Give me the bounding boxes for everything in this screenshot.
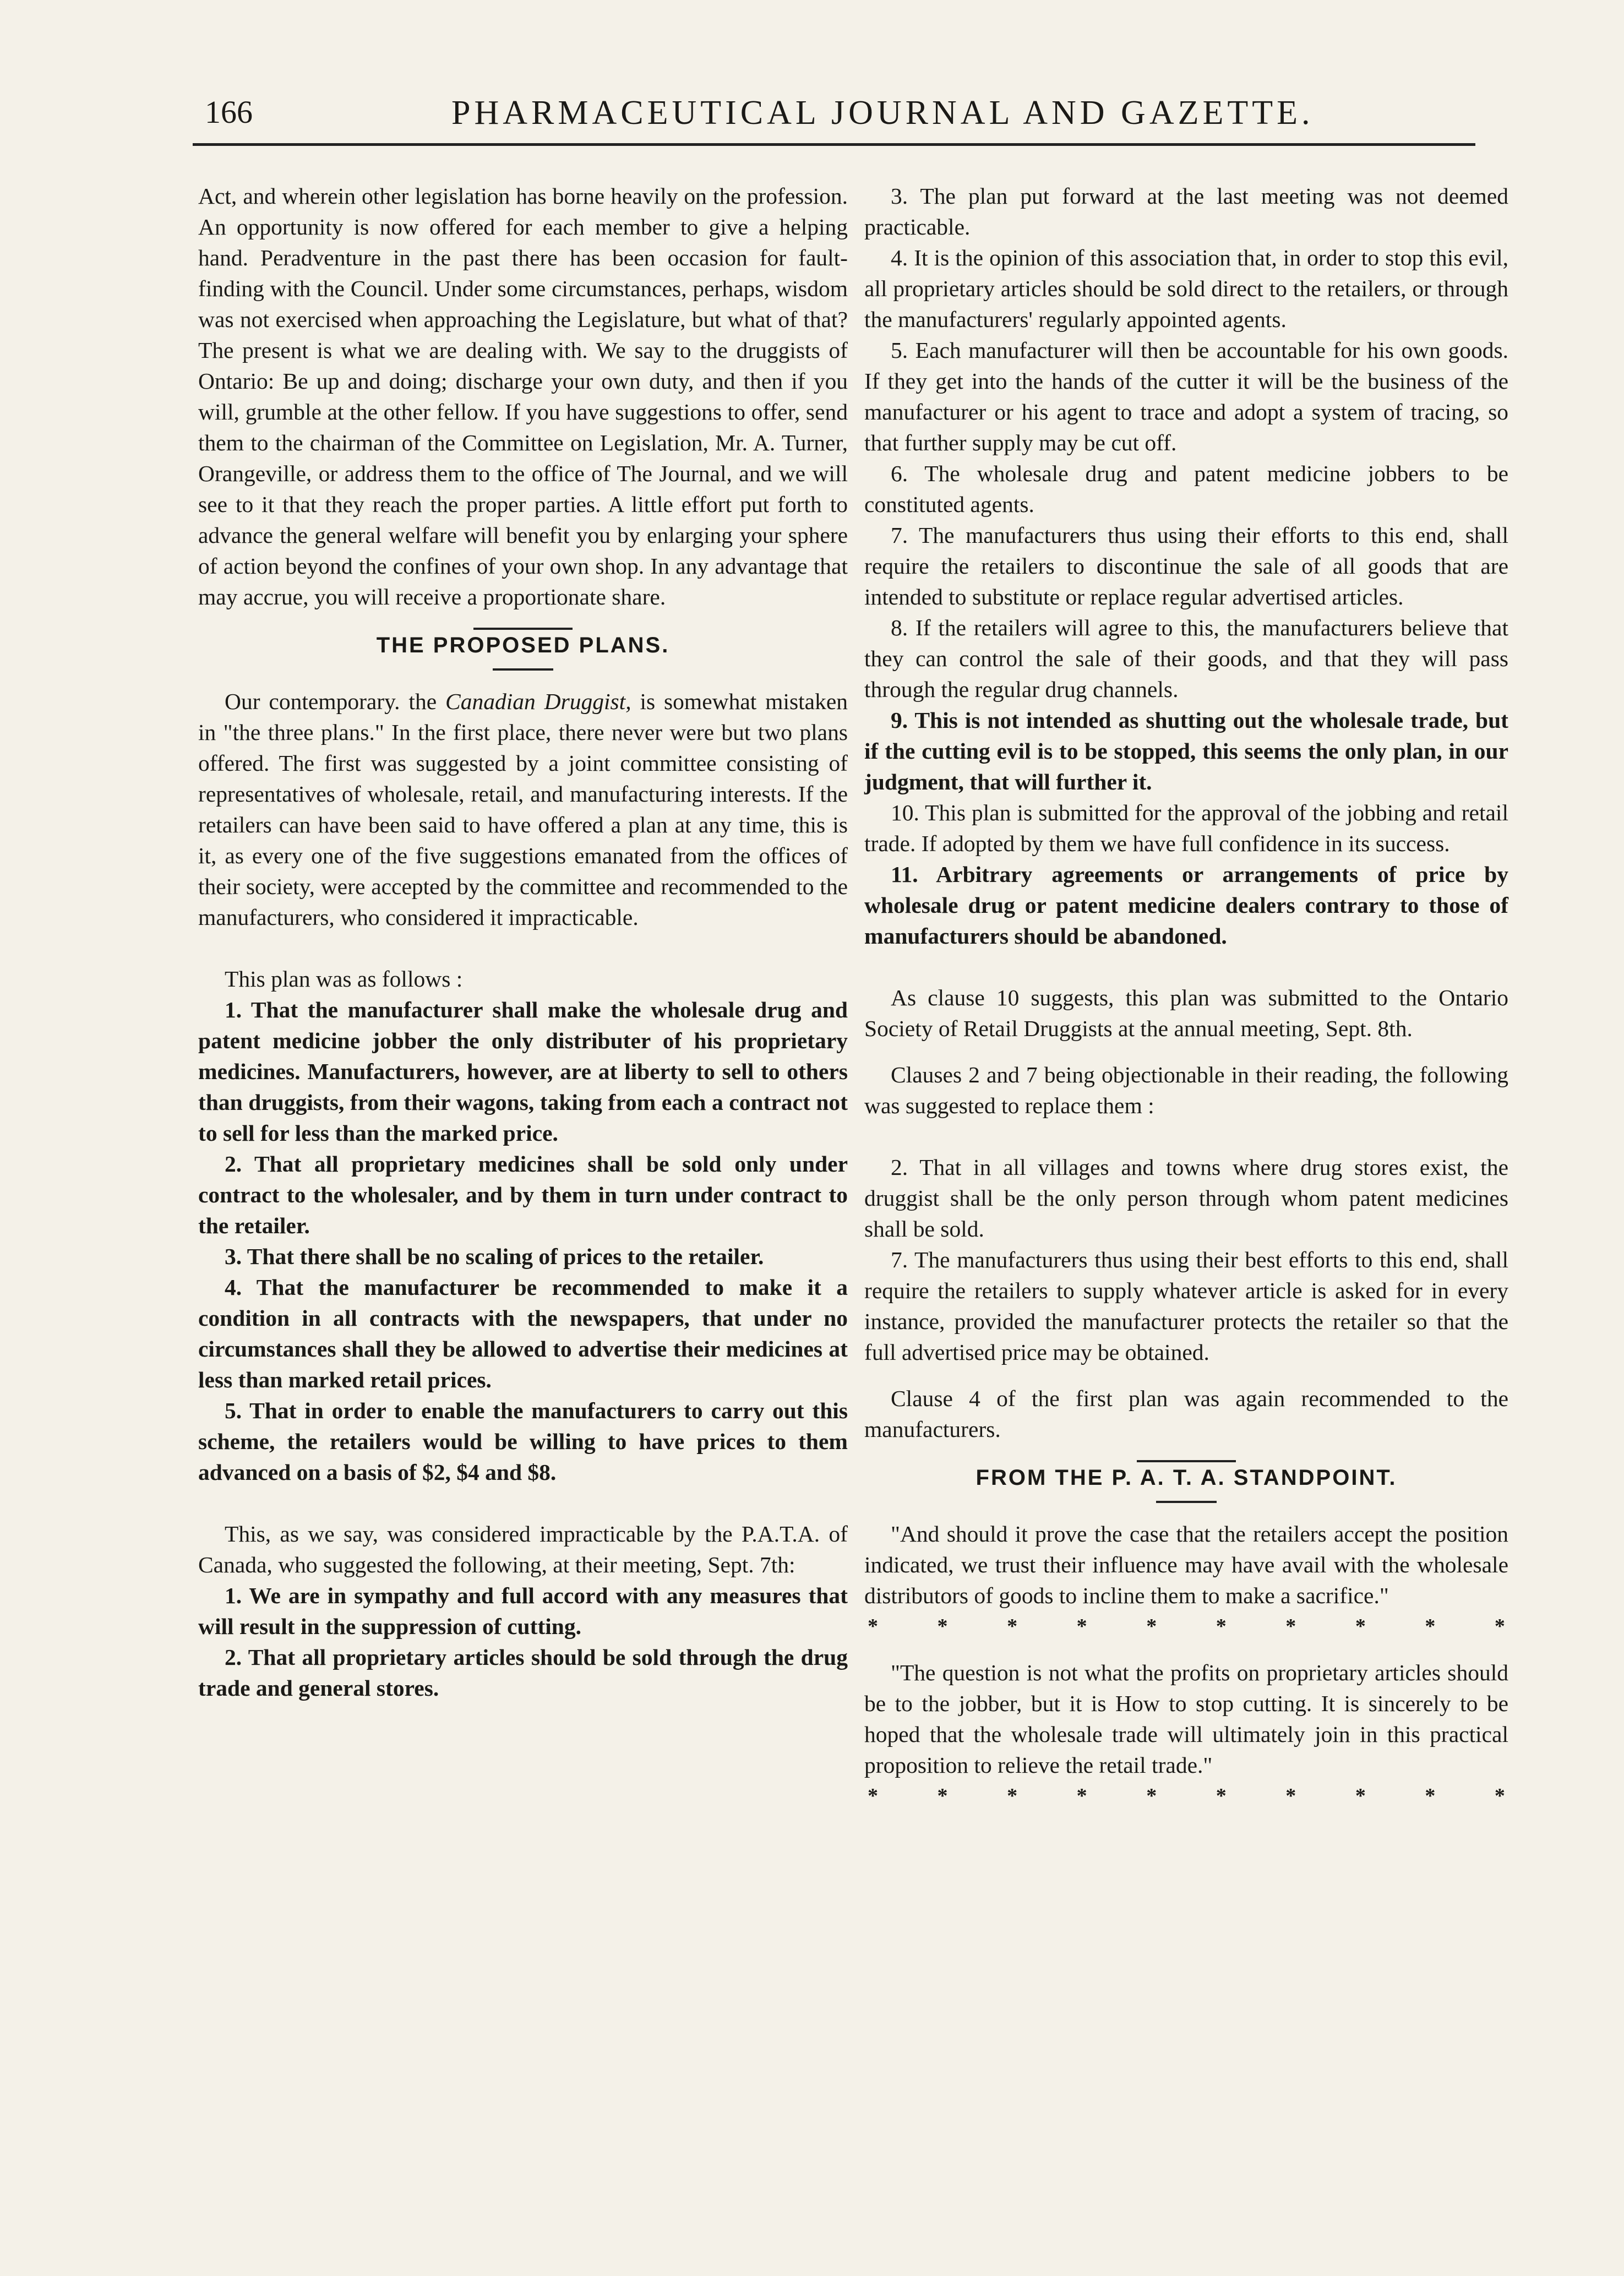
pata-item-6: 6. The wholesale drug and patent medicine jobbers to be constituted agents. [864, 461, 1508, 517]
header-rule [193, 143, 1475, 146]
clause-10-note: As clause 10 suggests, this plan was submitted to the Ontario Society of Retail Druggists at the annual meeting, Sept. 8th. [864, 985, 1508, 1041]
journal-title: PHARMACEUTICAL JOURNAL AND GAZETTE. [451, 94, 1314, 132]
plan-item-3: 3. That there shall be no scaling of prices to the retailer. [225, 1244, 764, 1269]
left-paragraph-2: Our contemporary. the Canadian Druggist, is somewhat mistaken in "the three plans." In the first place, there never were but two plans offered. The first was suggested by a joint committee consisting of representatives of wholesale, retail, and manufacturing interests. If the retailers can have been said to have offered a plan at any time, this is it, as every one of the five suggestions emanated from the offices of their society, were accepted by the committee and recommended to the manufacturers, who considered it impracticable. [198, 689, 848, 930]
pata-item-10: 10. This plan is submitted for the approval of the jobbing and retail trade. If adopted by them we have full confidence in its success. [864, 800, 1508, 856]
pata-item-4: 4. It is the opinion of this association that, in order to stop this evil, all proprietary articles should be sold direct to the retailers, or through the manufacturers' regularly appointed agents. [864, 245, 1508, 332]
pata-item-5: 5. Each manufacturer will then be accountable for his own goods. If they get into the hands of the cutter it will be the business of the manufacturer or his agent to trace and adopt a system of tracing, so that further supply may be cut off. [864, 337, 1508, 455]
plan-item-1: 1. That the manufacturer shall make the wholesale drug and patent medicine jobber the only distributer of his proprietary medicines. Manufacturers, however, are at liberty to sell to others than druggists, from their wagons, taking from each a contract not to sell for less than the marked price. [198, 997, 848, 1146]
pata-item-11: 11. Arbitrary agreements or arrangements of price by wholesale drug or patent medicine dealers contrary to those of manufacturers should be abandoned. [864, 862, 1508, 949]
section-heading-proposed-plans: THE PROPOSED PLANS. [376, 633, 670, 657]
replacement-clause-2: 2. That in all villages and towns where drug stores exist, the druggist shall be the only person through whom patent medicines shall be sold. [864, 1155, 1508, 1242]
right-column [864, 181, 1508, 1811]
left-column [198, 181, 848, 1703]
plan-item-4: 4. That the manufacturer be recommended to make it a condition in all contracts with the newspapers, that under no circumstances shall they be allowed to advertise their medicines at less than marked retail prices. [198, 1275, 848, 1392]
pata-item-9: 9. This is not intended as shutting out the wholesale trade, but if the cutting evil is to be stopped, this seems the only plan, in our judgment, that will further it. [864, 707, 1508, 794]
pata-item-2: 2. That all proprietary articles should be sold through the drug trade and general stores. [198, 1645, 848, 1701]
pata-item-3: 3. The plan put forward at the last meeting was not deemed practicable. [864, 183, 1508, 239]
clause-4-note: Clause 4 of the first plan was again recommended to the manufacturers. [864, 1386, 1508, 1442]
quote-2: "The question is not what the profits on proprietary articles should be to the jobber, but it is How to stop cutting. It is sincerely to be hoped that the wholesale trade will ultimately join in this practical proposition to relieve the retail trade." [864, 1660, 1508, 1778]
page-number: 166 [205, 94, 253, 130]
quote-1: "And should it prove the case that the retailers accept the position indicated, we trust their influence may have avail with the wholesale distributors of goods to incline them to make a sacrifice." [864, 1521, 1508, 1608]
pata-item-7: 7. The manufacturers thus using their efforts to this end, shall require the retailers to discontinue the sale of all goods that are intended to substitute or replace regular advertised articles. [864, 522, 1508, 609]
pata-intro: This, as we say, was considered impracticable by the P.A.T.A. of Canada, who suggested the following, at their meeting, Sept. 7th: [198, 1521, 848, 1577]
plan-item-5: 5. That in order to enable the manufacturers to carry out this scheme, the retailers would be willing to have prices to them advanced on a basis of $2, $4 and $8. [198, 1398, 848, 1485]
asterism-1: * * * * * * * * * * [868, 1615, 1505, 1638]
section-heading-pata-standpoint: FROM THE P. A. T. A. STANDPOINT. [976, 1466, 1397, 1490]
page-header [193, 88, 1470, 138]
clauses-intro: Clauses 2 and 7 being objectionable in their reading, the following was suggested to replace them : [864, 1062, 1508, 1118]
asterism-2: * * * * * * * * * * [868, 1784, 1505, 1807]
plan-item-2: 2. That all proprietary medicines shall be sold only under contract to the wholesaler, and by them in turn under contract to the retailer. [198, 1151, 848, 1238]
plan-intro: This plan was as follows : [225, 966, 463, 992]
pata-item-8: 8. If the retailers will agree to this, the manufacturers believe that they can control the sale of their goods, and that they will pass through the regular drug channels. [864, 615, 1508, 702]
pata-item-1: 1. We are in sympathy and full accord with any measures that will result in the suppression of cutting. [198, 1583, 848, 1639]
publication-name: Canadian Druggist, [445, 689, 631, 714]
left-paragraph-1: Act, and wherein other legislation has borne heavily on the profession. An opportunity is now offered for each member to give a helping hand. Peradventure in the past there has been occasion for fault-finding with the Council. Under some circumstances, perhaps, wisdom was not exercised when approaching the Legislature, but what of that? The present is what we are dealing with. We say to the druggists of Ontario: Be up and doing; discharge your own duty, and then if you will, grumble at the other fellow. If you have suggestions to offer, send them to the chairman of the Committee on Legislation, Mr. A. Turner, Orangeville, or address them to the office of The Journal, and we will see to it that they reach the proper parties. A little effort put forth to advance the general welfare will benefit you by enlarging your sphere of action beyond the confines of your own shop. In any advantage that may accrue, you will receive a proportionate share. [198, 183, 848, 609]
replacement-clause-7: 7. The manufacturers thus using their best efforts to this end, shall require the retailers to supply whatever article is asked for in every instance, provided the manufacturer protects the retailer so that the full advertised price may be obtained. [864, 1247, 1508, 1365]
